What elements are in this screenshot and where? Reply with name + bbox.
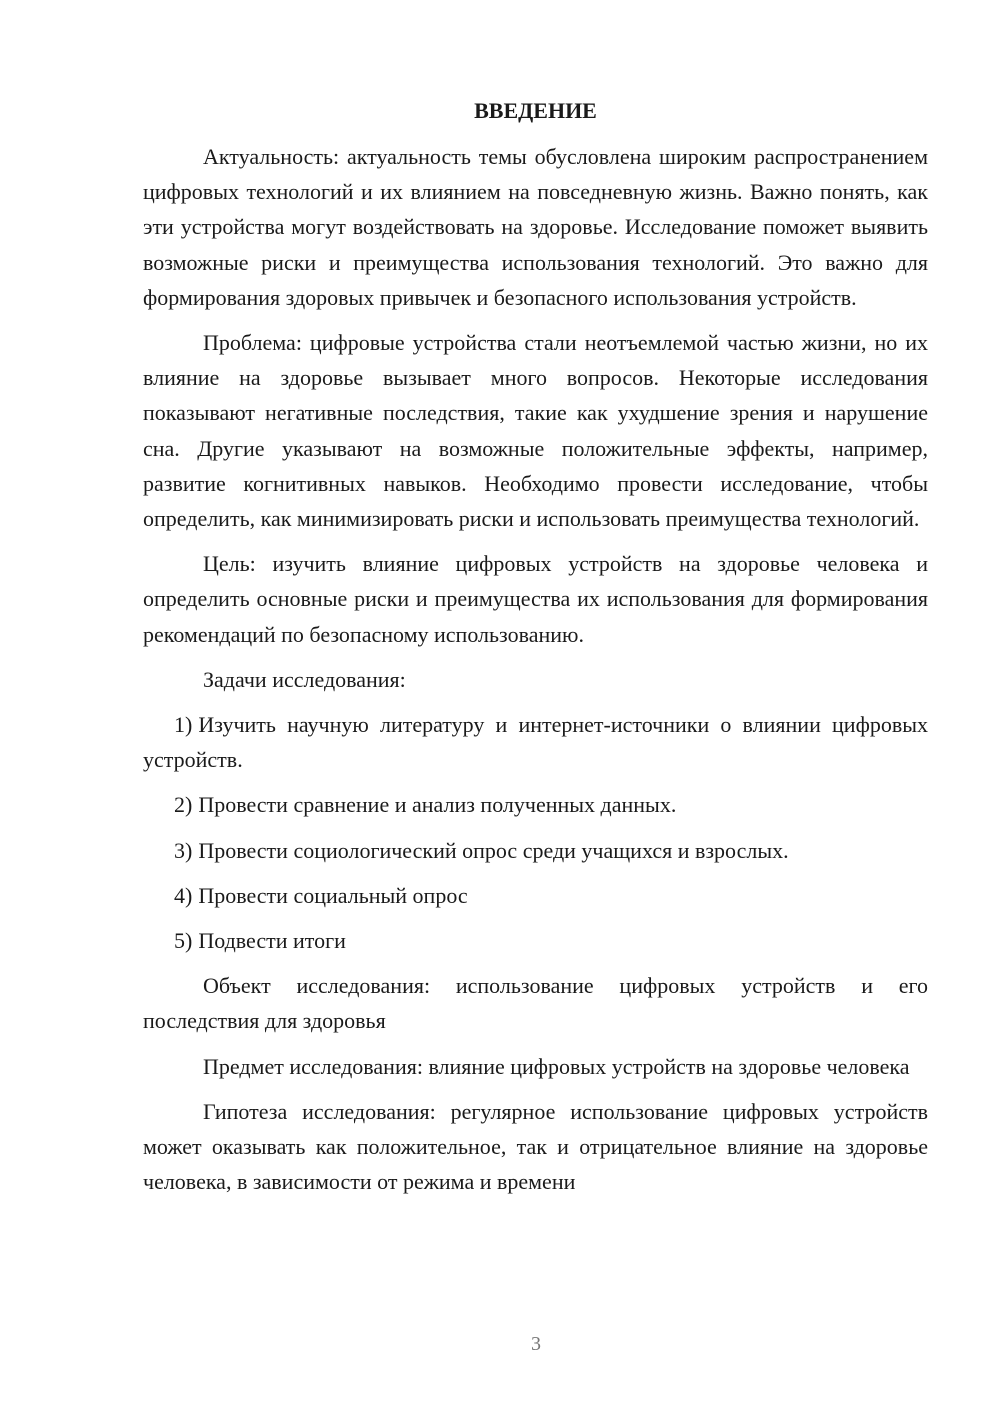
task-number: 3) <box>174 837 193 863</box>
task-item-2 <box>143 787 928 822</box>
task-text: Провести социальный опрос <box>198 882 468 908</box>
page-number: 3 <box>531 1333 541 1355</box>
task-item-4 <box>143 878 928 913</box>
paragraph-object: Объект исследования: использование цифровых устройств и его последствия для здоровья <box>143 973 928 1034</box>
task-number: 4) <box>174 882 193 908</box>
task-number: 2) <box>174 792 193 818</box>
task-number: 1) <box>174 712 193 738</box>
paragraph-relevance: Актуальность: актуальность темы обусловлена широким распространением цифровых технологий и их влиянием на повседневную жизнь. Важно понять, как эти устройства могут воздействовать на здоровье. Исследование поможет выявить возможные риски и преимущества использования технологий. Это важно для формирования здоровых привычек и безопасного использования устройств. <box>143 144 928 310</box>
paragraph-goal: Цель: изучить влияние цифровых устройств на здоровье человека и определить основные риски и преимущества их использования для формирования рекомендаций по безопасному использованию. <box>143 551 928 647</box>
page-title: ВВЕДЕНИЕ <box>474 98 597 123</box>
paragraph-problem: Проблема: цифровые устройства стали неотъемлемой частью жизни, но их влияние на здоровье вызывает много вопросов. Некоторые исследования показывают негативные последствия, такие как ухудшение зрения и нарушение сна. Другие указывают на возможные положительные эффекты, например, развитие когнитивных навыков. Необходимо провести исследование, чтобы определить, как минимизировать риски и использовать преимущества технологий. <box>143 330 928 532</box>
task-text: Изучить научную литературу и интернет-источники о влиянии цифровых устройств. <box>143 712 928 773</box>
paragraph-subject: Предмет исследования: влияние цифровых устройств на здоровье человека <box>203 1053 910 1079</box>
tasks-heading: Задачи исследования: <box>203 666 406 692</box>
task-item-5 <box>143 923 928 958</box>
page-content <box>143 93 928 1209</box>
task-text: Провести социологический опрос среди учащихся и взрослых. <box>198 837 789 863</box>
task-item-3 <box>143 833 928 868</box>
task-item-1 <box>143 707 928 777</box>
paragraph-hypothesis: Гипотеза исследования: регулярное использование цифровых устройств может оказывать как положительное, так и отрицательное влияние на здоровье человека, в зависимости от режима и времени <box>143 1098 928 1195</box>
task-number: 5) <box>174 928 193 954</box>
task-text: Подвести итоги <box>198 928 346 954</box>
task-text: Провести сравнение и анализ полученных данных. <box>198 792 677 818</box>
